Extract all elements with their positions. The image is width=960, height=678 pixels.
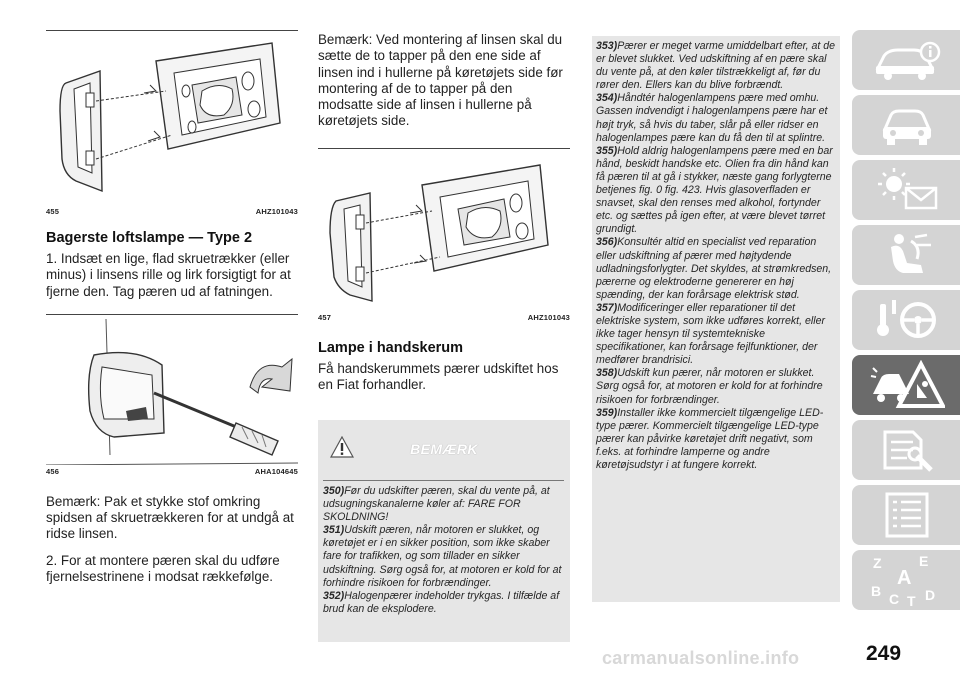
middle-column [318, 30, 570, 393]
index-letter-t: T [907, 593, 916, 608]
instruction-paragraph: 2. For at montere pæren skal du udføre fjernelsestrinene i modsat rækkefølge. [46, 552, 280, 585]
note-number: 351) [323, 524, 345, 537]
watermark: carmanualsonline.info [602, 648, 800, 668]
note-text: Konsultér altid en specialist ved reparation eller udskiftning af pærer med højtydende udladningsforlygter. Det skyldes, at strømkredsen, pærerne og elektroderne genererer en høj spænding, der kan forårsage elektrisk stød. [596, 236, 832, 301]
specifications-list-icon [877, 490, 937, 540]
warning-note [596, 40, 836, 92]
instruction-paragraph: 1. Indsæt en lige, flad skruetrækker (eller minus) i linsens rille og lirk forsigtigt for at fjerne den. Tag pæren ud af fatningen. [46, 251, 291, 299]
light-mail-icon [872, 166, 942, 214]
note-text: Halogenpærer indeholder trykgas. I tilfælde af brud kan de eksplodere. [323, 589, 560, 615]
index-letter-e: E [919, 553, 929, 569]
index-letter-z: Z [873, 555, 882, 571]
left-column [46, 30, 298, 585]
warning-notes-right [596, 40, 836, 472]
note-text: Modificeringer eller reparationer til det elektriske system, som ikke udføres korrekt, eller ikke tager hensyn til systemtekniske specifikationer, kan forårsage fejlfunktioner, der medfører brandrisici. [596, 301, 826, 367]
figure-caption [318, 311, 570, 322]
rear-lamp-lens-illustration [46, 31, 298, 205]
warning-note [596, 145, 836, 237]
index-letter-a: A [897, 567, 912, 589]
seat-airbag-icon [877, 231, 937, 279]
figure-code: AHZ101043 [255, 207, 298, 216]
note-text: Installer ikke kommercielt tilgængelige LED-type pærer. Kommercielt tilgængelige LED-type pærer kan påvirke køretøjet drift negativt, som f.eks. at forhindre lamperne og andre køretøjsudstyr i at fungere korrekt. [596, 406, 824, 471]
note-text: Pærer er meget varme umiddelbart efter, at de er blevet slukket. Ved udskiftning af en pære skal du vente på, at den køler tilstrækkeligt af, før du rører den. Ellers kan du blive forbrændt. [596, 40, 836, 92]
note-number: 354) [596, 92, 618, 105]
figure-caption [46, 465, 298, 476]
warning-note [323, 590, 564, 616]
note-number: 350) [323, 485, 345, 497]
page-number: 249 [866, 642, 902, 665]
warning-note [323, 485, 564, 524]
warning-notes-left [323, 480, 564, 616]
note-number: 358) [596, 367, 618, 380]
index-letter-b: B [871, 583, 882, 599]
tab-car-dashboard[interactable] [852, 95, 960, 155]
warning-box [318, 420, 570, 642]
figure-456 [46, 315, 298, 476]
lens-installation-illustration [318, 149, 570, 311]
chapter-tabs [852, 30, 960, 615]
figure-number: 457 [318, 312, 332, 322]
alphabetical-index-icon [867, 552, 947, 608]
warning-note [596, 367, 836, 406]
tab-breakdown-warning[interactable] [852, 355, 960, 415]
key-steering-icon [872, 296, 942, 344]
note-number: 356) [596, 236, 618, 249]
tab-key-steering[interactable] [852, 290, 960, 350]
tab-seat-airbag[interactable] [852, 225, 960, 285]
tab-specifications[interactable] [852, 485, 960, 545]
note-number: 352) [323, 589, 345, 602]
warning-triangle-icon [330, 436, 354, 458]
figure-457 [318, 149, 570, 322]
breakdown-warning-icon [869, 360, 945, 410]
car-dashboard-icon [879, 103, 935, 147]
note-paragraph: Bemærk: Ved montering af linsen skal du sætte de to tapper på den ene side af linsen ind i hullerne på køretøjets side før montering af de to tapper på den modsatte side af linsen i hullerne på køretøjets side. [318, 32, 563, 129]
figure-caption [46, 205, 298, 216]
note-number: 353) [596, 40, 618, 52]
car-info-icon [872, 38, 942, 82]
warning-note [323, 524, 564, 589]
tab-service-wrench[interactable] [852, 420, 960, 480]
note-text: Hold aldrig halogenlampens pære med en bar hånd, beskidt handske etc. Olien fra din hånd kan få pæren til at gå i stykker, næste gang forlygterne betjenes fig. 0 fig. 423. Hvis glasoverfladen er snavset, skal den renses med alkohol, fortynder etc. og sættes på igen efter, at være blevet tørret grundigt. [596, 144, 833, 236]
tab-car-info[interactable] [852, 30, 960, 90]
warning-note [596, 92, 836, 144]
index-letter-c: C [889, 591, 900, 607]
instruction-paragraph: Få handskerummets pærer udskiftet hos en Fiat forhandler. [318, 360, 559, 393]
warning-title: BEMÆRK [410, 441, 478, 457]
note-text: Håndtér halogenlampens pære med omhu. Gassen indvendigt i halogenlampens pære har et højt tryk, så hvis du taber, slår på eller ridser en halogenlampes pære kan du få den til at splintre. [596, 92, 828, 144]
note-text: Udskift pæren, når motoren er slukket, og køretøjet er i en sikker position, som ikke skaber fare for trafikken, og som tillader en sikker udskiftning. Sørg også for, at motoren er kold for at forhindre risikoen for forbrændinger. [323, 524, 562, 589]
service-wrench-icon [877, 426, 937, 474]
warning-note [596, 302, 836, 367]
note-text: Udskift kun pærer, når motoren er slukket. Sørg også for, at motoren er kold for at forhindre risikoen for forbrændinger. [596, 367, 823, 406]
tab-light-mail[interactable] [852, 160, 960, 220]
note-number: 359) [596, 406, 618, 419]
figure-number: 456 [46, 466, 60, 476]
warning-note [596, 236, 836, 301]
tab-alphabetical-index[interactable] [852, 550, 960, 610]
note-number: 355) [596, 144, 618, 157]
screwdriver-lens-illustration [46, 315, 298, 465]
warning-box-header [318, 420, 570, 478]
note-paragraph: Bemærk: Pak et stykke stof omkring spidsen af skruetrækkeren for at undgå at ridse linsen. [46, 493, 294, 542]
note-text: Før du udskifter pæren, skal du vente på, at udsugningskanalerne køler af: FARE FOR SKOLDNING! [323, 485, 550, 524]
figure-code: AHZ101043 [527, 312, 570, 322]
section-heading: Bagerste loftslampe — Type 2 [46, 230, 253, 246]
section-heading: Lampe i handskerum [318, 339, 464, 356]
index-letter-d: D [925, 587, 936, 603]
warning-note [596, 407, 836, 472]
warning-box-continued [592, 36, 840, 602]
note-number: 357) [596, 301, 618, 314]
figure-number: 455 [46, 207, 60, 216]
figure-455 [46, 31, 298, 216]
figure-code: AHA104645 [254, 466, 298, 476]
